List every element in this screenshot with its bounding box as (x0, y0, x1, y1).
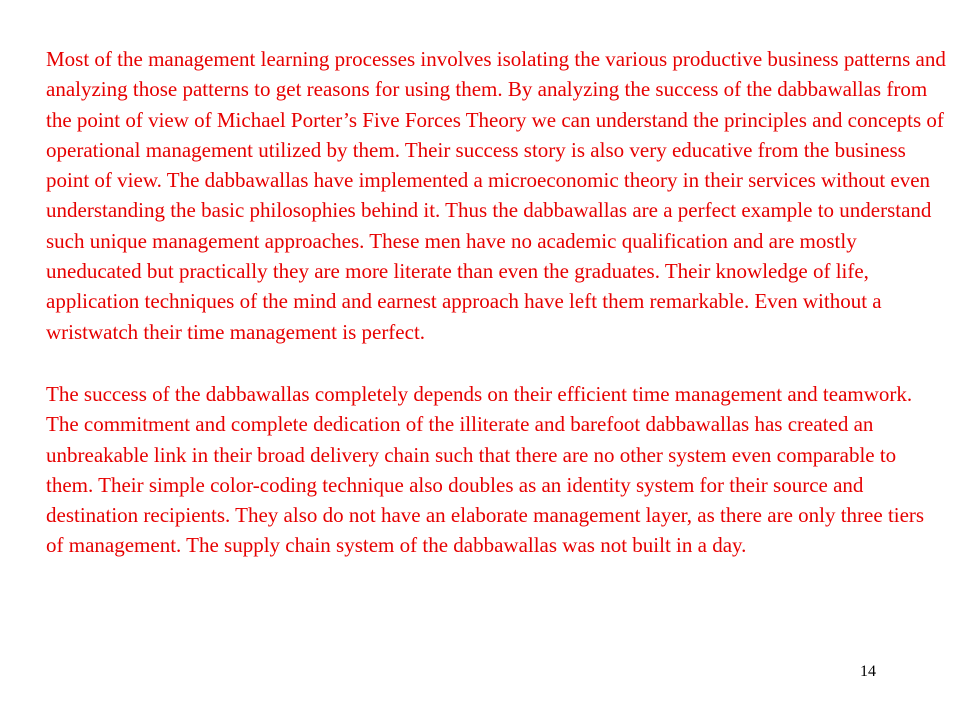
paragraph-1: Most of the management learning processes involves isolating the various productive business patterns and analyzing those patterns to get reasons for using them. By analyzing the success of the dabbawallas from the point of view of Michael Porter’s Five Forces Theory we can understand the principles and concepts of operational management utilized by them. Their success story is also very educative from the business point of view. The dabbawallas have implemented a microeconomic theory in their services without even understanding the basic philosophies behind it. Thus the dabbawallas are a perfect example to understand such unique management approaches. These men have no academic qualification and are mostly uneducated but practically they are more literate than even the graduates. Their knowledge of life, application techniques of the mind and earnest approach have left them remarkable. Even without a wristwatch their time management is perfect. (46, 47, 946, 344)
paragraph-2: The success of the dabbawallas completely depends on their efficient time management and teamwork. The commitment and complete dedication of the illiterate and barefoot dabbawallas has created an unbreakable link in their broad delivery chain such that there are no other system even comparable to them. Their simple color-coding technique also doubles as an identity system for their source and destination recipients. They also do not have an elaborate management layer, as there are only three tiers of management. The supply chain system of the dabbawallas was not built in a day. (46, 381, 925, 558)
page-number: 14 (860, 663, 876, 680)
slide-body-text (46, 44, 946, 561)
